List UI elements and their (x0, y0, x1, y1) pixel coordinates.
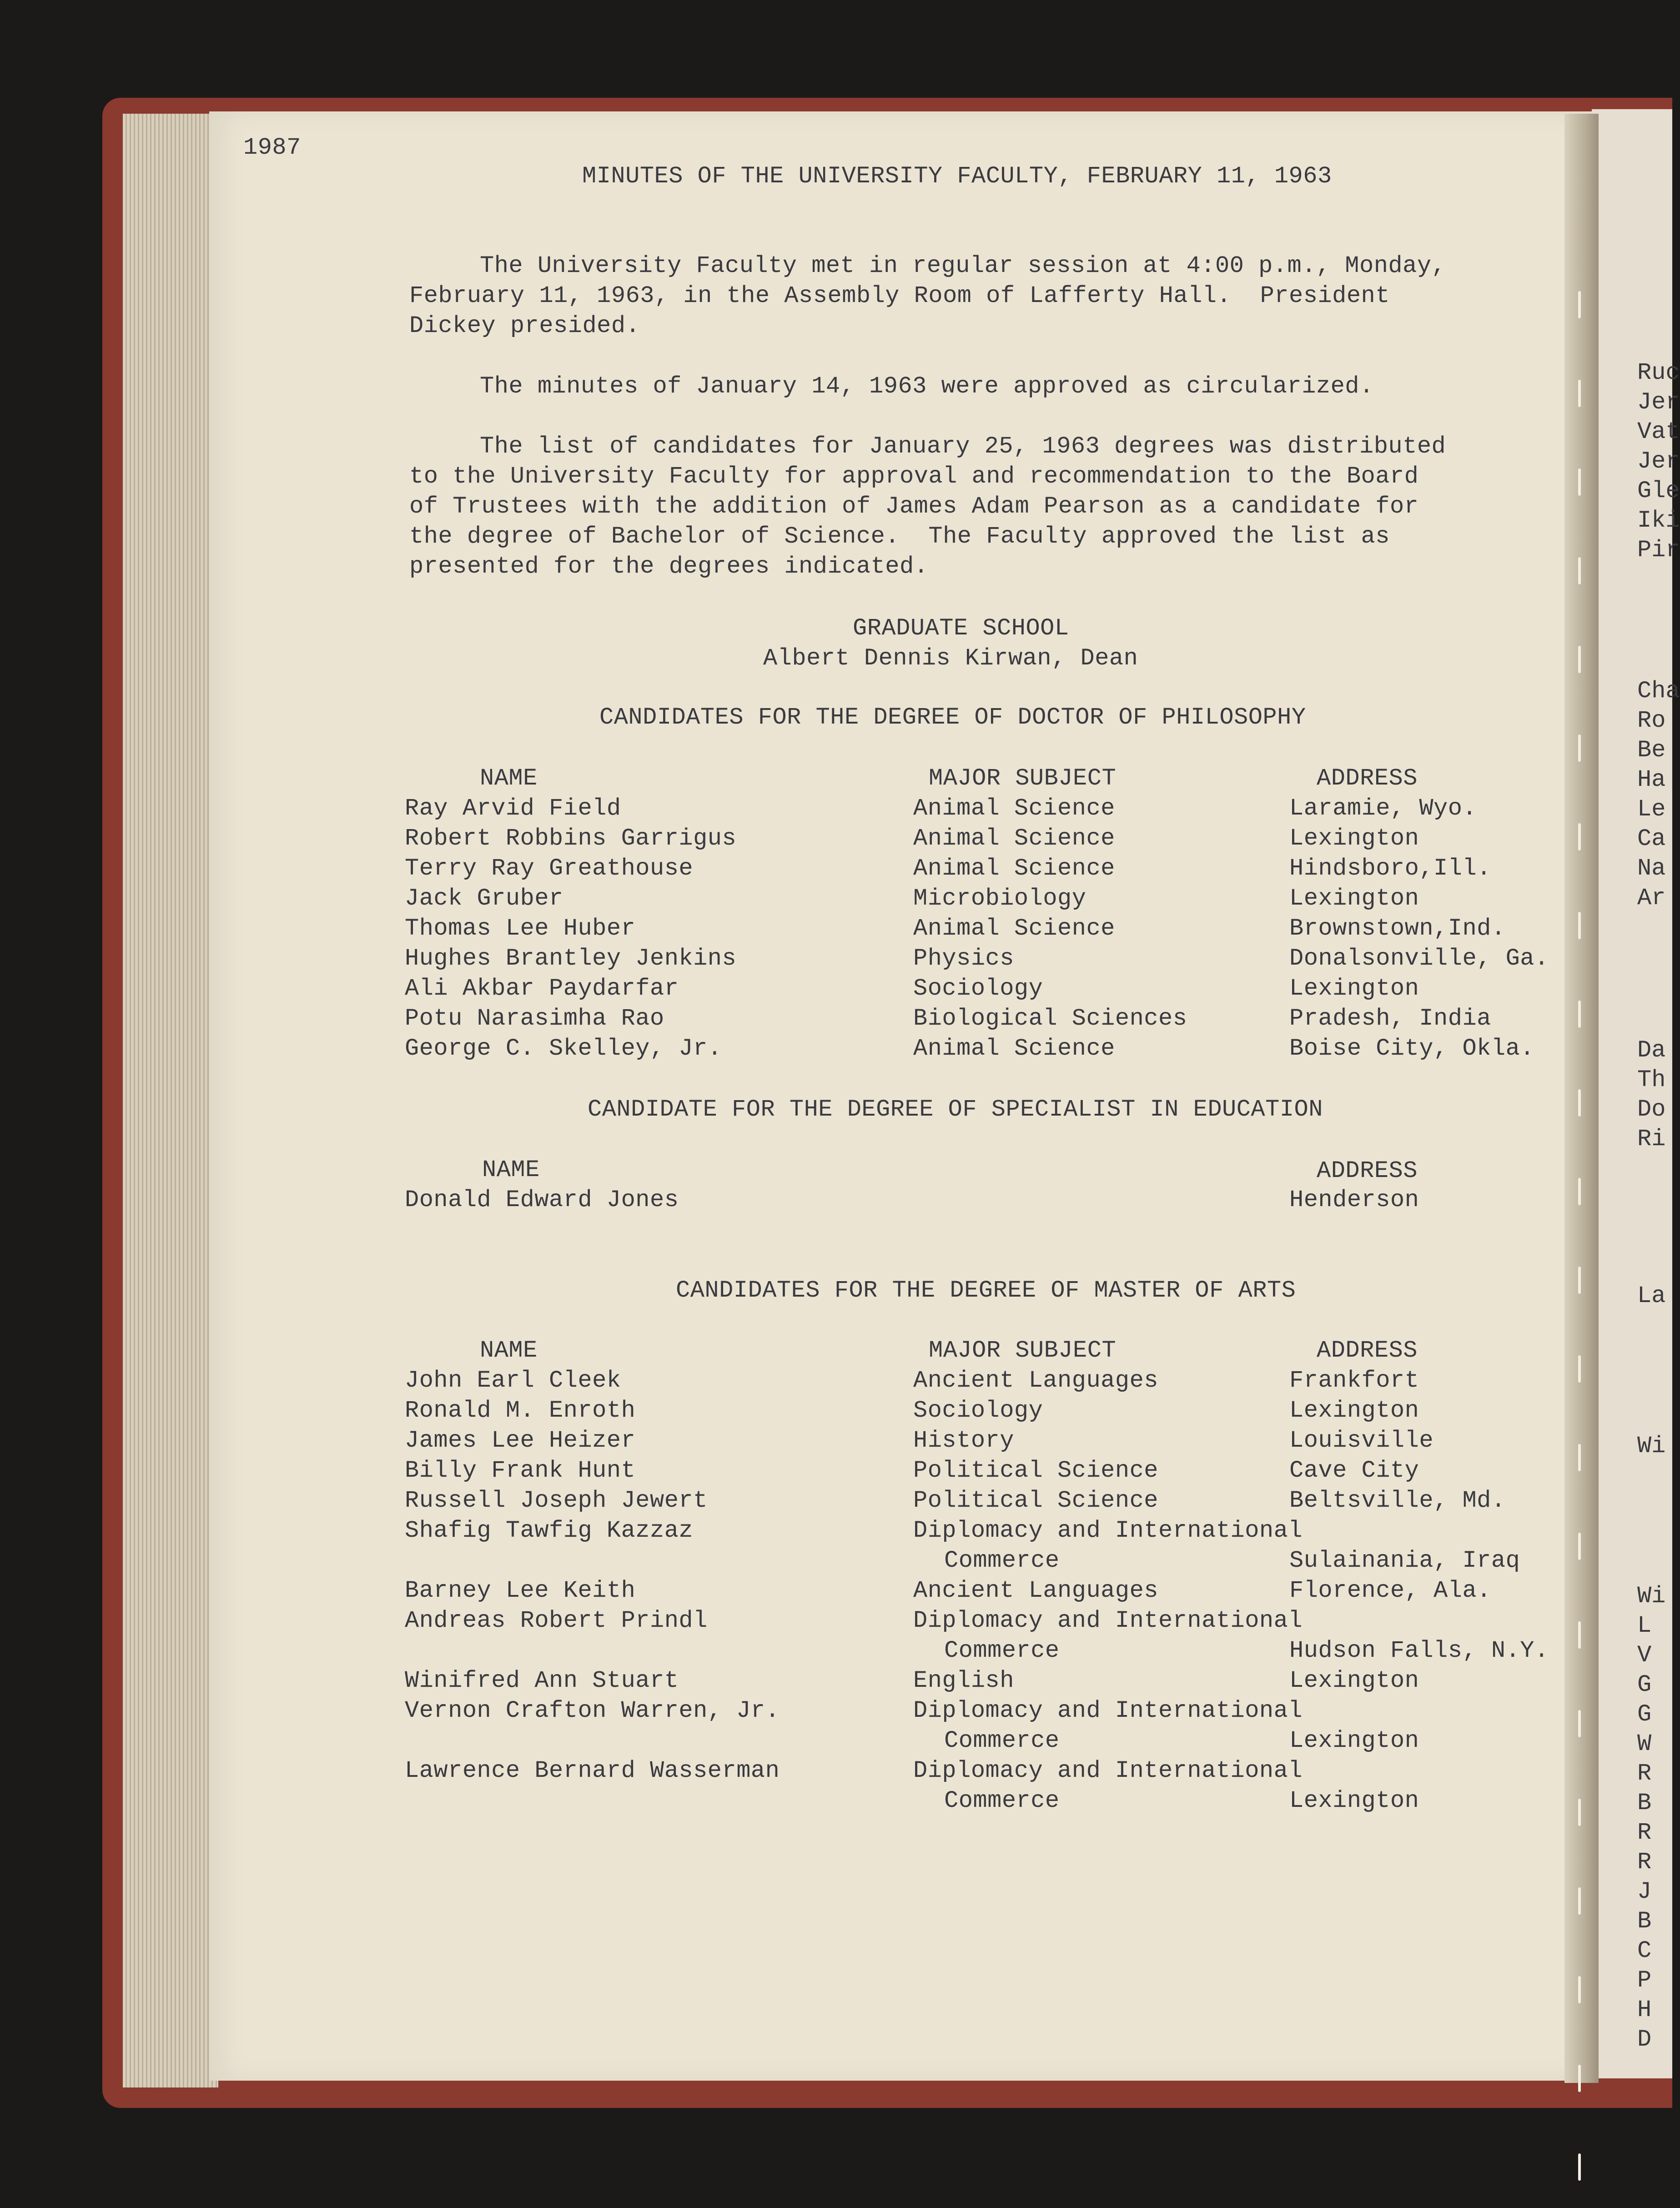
binding-stitch (1578, 291, 1581, 318)
facing-page-fragment: Ri (1637, 1126, 1666, 1152)
paragraph-line: presented for the degrees indicated. (409, 553, 929, 580)
table-row-address: Lexington (1289, 975, 1419, 1002)
column-header-name: NAME (482, 1157, 540, 1183)
table-row-address: Pradesh, India (1289, 1005, 1491, 1032)
binding-stitch (1578, 1355, 1581, 1383)
table-row-major: Animal Science (913, 855, 1115, 882)
facing-page-fragment: Be (1637, 737, 1666, 764)
table-row-major: Diplomacy and International (913, 1607, 1303, 1634)
binding-stitch (1578, 1533, 1581, 1560)
binding-stitch (1578, 1887, 1581, 1915)
section-title: CANDIDATE FOR THE DEGREE OF SPECIALIST IN EDUCATION (588, 1096, 1323, 1123)
table-row-name: Terry Ray Greathouse (405, 855, 694, 882)
table-row-major: Sociology (913, 1397, 1043, 1424)
facing-page-fragment: P (1637, 1967, 1652, 1994)
facing-page-fragment: Ro (1637, 707, 1666, 734)
table-row-address: Beltsville, Md. (1289, 1487, 1506, 1514)
facing-page-fragment: V (1637, 1642, 1652, 1669)
binding-stitch (1578, 2065, 1581, 2092)
paragraph-line: The University Faculty met in regular session at 4:00 p.m., Monday, (480, 252, 1446, 279)
binding-stitch (1578, 1799, 1581, 1826)
facing-page-fragment: C (1637, 1937, 1652, 1964)
binding-stitch (1578, 734, 1581, 762)
table-row-name: Thomas Lee Huber (405, 915, 636, 942)
facing-page-fragment: R (1637, 1849, 1652, 1876)
table-row-major: Physics (913, 945, 1014, 972)
table-row-name: Winifred Ann Stuart (405, 1667, 679, 1694)
table-row-address: Henderson (1289, 1187, 1419, 1213)
table-row-address: Lexington (1289, 885, 1419, 912)
binding-stitch (1578, 1444, 1581, 1471)
facing-page-fragment: L (1637, 1612, 1652, 1639)
table-row-major: History (913, 1427, 1014, 1454)
paragraph-line: The list of candidates for January 25, 1963 degrees was distributed (480, 433, 1446, 460)
table-row-name: Billy Frank Hunt (405, 1457, 636, 1484)
table-row-name: Andreas Robert Prindl (405, 1607, 708, 1634)
table-row-address: Lexington (1289, 1787, 1419, 1814)
facing-page-fragment: Ar (1637, 885, 1666, 911)
table-row-address: Boise City, Okla. (1289, 1035, 1534, 1062)
table-row-address: Sulainania, Iraq (1289, 1547, 1520, 1574)
binding-stitch (1578, 557, 1581, 584)
binding-stitch (1578, 2153, 1581, 2181)
table-row-name: Lawrence Bernard Wasserman (405, 1757, 780, 1784)
column-header-name: NAME (480, 1337, 538, 1364)
binding-stitch (1578, 1621, 1581, 1649)
paragraph-line: February 11, 1963, in the Assembly Room of Lafferty Hall. President (409, 282, 1390, 309)
facing-page-fragment: Th (1637, 1066, 1666, 1093)
column-header-name: NAME (480, 765, 538, 792)
table-row-major-continued: Commerce (944, 1787, 1060, 1814)
table-row-major: English (913, 1667, 1014, 1694)
column-header-major: MAJOR SUBJECT (929, 765, 1117, 792)
table-row-major: Diplomacy and International (913, 1757, 1303, 1784)
binding-gutter (1564, 114, 1599, 2083)
table-row-name: Ali Akbar Paydarfar (405, 975, 679, 1002)
facing-page-fragment: B (1637, 1908, 1652, 1935)
table-row-major: Political Science (913, 1457, 1158, 1484)
table-row-address: Lexington (1289, 1667, 1419, 1694)
table-row-major: Biological Sciences (913, 1005, 1187, 1032)
facing-page-fragment: Cha (1637, 678, 1680, 704)
facing-page-fragment: G (1637, 1671, 1652, 1698)
facing-page-fragment: La (1637, 1283, 1666, 1309)
facing-page-fragment: Na (1637, 855, 1666, 882)
facing-page-fragment: R (1637, 1819, 1652, 1846)
facing-page-fragment: Do (1637, 1096, 1666, 1123)
binding-stitch (1578, 1267, 1581, 1294)
table-row-major-continued: Commerce (944, 1547, 1060, 1574)
binding-stitch (1578, 1089, 1581, 1117)
table-row-major: Ancient Languages (913, 1367, 1158, 1394)
paragraph-line: The minutes of January 14, 1963 were approved as circularized. (480, 373, 1374, 400)
facing-page-fragment: D (1637, 2026, 1652, 2053)
table-row-address: Hindsboro,Ill. (1289, 855, 1491, 882)
section-title: CANDIDATES FOR THE DEGREE OF MASTER OF ARTS (676, 1277, 1296, 1304)
section-title: CANDIDATES FOR THE DEGREE OF DOCTOR OF PHILOSOPHY (599, 704, 1306, 731)
page-edges (123, 114, 218, 2087)
table-row-major: Political Science (913, 1487, 1158, 1514)
table-row-name: Vernon Crafton Warren, Jr. (405, 1697, 780, 1724)
table-row-major: Diplomacy and International (913, 1697, 1303, 1724)
school-name: GRADUATE SCHOOL (853, 615, 1069, 642)
table-row-name: Jack Gruber (405, 885, 563, 912)
facing-page-fragment: Wi (1637, 1433, 1666, 1459)
binding-stitch (1578, 468, 1581, 496)
table-row-address: Donalsonville, Ga. (1289, 945, 1549, 972)
table-row-address: Cave City (1289, 1457, 1419, 1484)
facing-page-fragment: R (1637, 1760, 1652, 1787)
facing-page-fragment: J (1637, 1878, 1652, 1905)
column-header-address: ADDRESS (1317, 1157, 1418, 1184)
binding-stitch (1578, 646, 1581, 673)
table-row-name: Donald Edward Jones (405, 1187, 679, 1213)
facing-page-fragment: Wi (1637, 1583, 1666, 1609)
facing-page-fragment: Da (1637, 1037, 1666, 1064)
table-row-name: Russell Joseph Jewert (405, 1487, 708, 1514)
facing-page-fragment: Ca (1637, 825, 1666, 852)
binding-stitch (1578, 912, 1581, 939)
table-row-name: Ronald M. Enroth (405, 1397, 636, 1424)
table-row-address: Frankfort (1289, 1367, 1419, 1394)
facing-page-fragment: G (1637, 1701, 1652, 1728)
paragraph-line: of Trustees with the addition of James Adam Pearson as a candidate for (409, 493, 1419, 520)
table-row-name: Potu Narasimha Rao (405, 1005, 664, 1032)
table-row-name: Hughes Brantley Jenkins (405, 945, 737, 972)
facing-page-fragment: Gle (1637, 478, 1680, 504)
binding-stitch (1578, 1178, 1581, 1205)
table-row-address: Brownstown,Ind. (1289, 915, 1506, 942)
table-row-major: Animal Science (913, 915, 1115, 942)
table-row-name: Robert Robbins Garrigus (405, 825, 737, 852)
table-row-major: Microbiology (913, 885, 1086, 912)
table-row-name: James Lee Heizer (405, 1427, 636, 1454)
paragraph-line: Dickey presided. (409, 312, 640, 339)
table-row-major: Ancient Languages (913, 1577, 1158, 1604)
binding-stitch (1578, 823, 1581, 850)
facing-page-fragment: Iki (1637, 507, 1680, 534)
facing-page-fragment: Pir (1637, 537, 1680, 563)
table-row-major: Animal Science (913, 1035, 1115, 1062)
table-row-major: Sociology (913, 975, 1043, 1002)
facing-page-fragment: Ha (1637, 766, 1666, 793)
facing-page-fragment: B (1637, 1790, 1652, 1816)
table-row-name: John Earl Cleek (405, 1367, 621, 1394)
dean-name: Albert Dennis Kirwan, Dean (763, 645, 1138, 672)
facing-page-fragment: Jer (1637, 389, 1680, 416)
column-header-address: ADDRESS (1317, 765, 1418, 792)
facing-page-fragment: Le (1637, 796, 1666, 823)
facing-page-fragment: W (1637, 1730, 1652, 1757)
page-number: 1987 (243, 134, 301, 161)
table-row-name: Shafig Tawfig Kazzaz (405, 1517, 694, 1544)
column-header-major: MAJOR SUBJECT (929, 1337, 1117, 1364)
binding-stitch (1578, 380, 1581, 407)
facing-page-fragment: Ruc (1637, 359, 1680, 386)
table-row-address: Lexington (1289, 1727, 1419, 1754)
table-row-name: Ray Arvid Field (405, 795, 621, 822)
facing-page-fragment: Jer (1637, 448, 1680, 475)
table-row-address: Florence, Ala. (1289, 1577, 1491, 1604)
paragraph-line: to the University Faculty for approval and recommendation to the Board (409, 463, 1419, 490)
binding-stitch (1578, 1976, 1581, 2003)
paragraph-line: the degree of Bachelor of Science. The Faculty approved the list as (409, 523, 1390, 550)
column-header-address: ADDRESS (1317, 1337, 1418, 1364)
table-row-major: Diplomacy and International (913, 1517, 1303, 1544)
table-row-major: Animal Science (913, 825, 1115, 852)
page-title: MINUTES OF THE UNIVERSITY FACULTY, FEBRUARY 11, 1963 (582, 163, 1332, 190)
table-row-address: Lexington (1289, 825, 1419, 852)
facing-page-fragment: H (1637, 1997, 1652, 2023)
binding-stitch (1578, 1710, 1581, 1737)
facing-page-fragment: Vat (1637, 418, 1680, 445)
table-row-major: Animal Science (913, 795, 1115, 822)
binding-stitch (1578, 1001, 1581, 1028)
table-row-name: George C. Skelley, Jr. (405, 1035, 722, 1062)
table-row-major-continued: Commerce (944, 1637, 1060, 1664)
table-row-address: Louisville (1289, 1427, 1434, 1454)
table-row-major-continued: Commerce (944, 1727, 1060, 1754)
table-row-address: Lexington (1289, 1397, 1419, 1424)
table-row-address: Laramie, Wyo. (1289, 795, 1477, 822)
table-row-name: Barney Lee Keith (405, 1577, 636, 1604)
table-row-address: Hudson Falls, N.Y. (1289, 1637, 1549, 1664)
